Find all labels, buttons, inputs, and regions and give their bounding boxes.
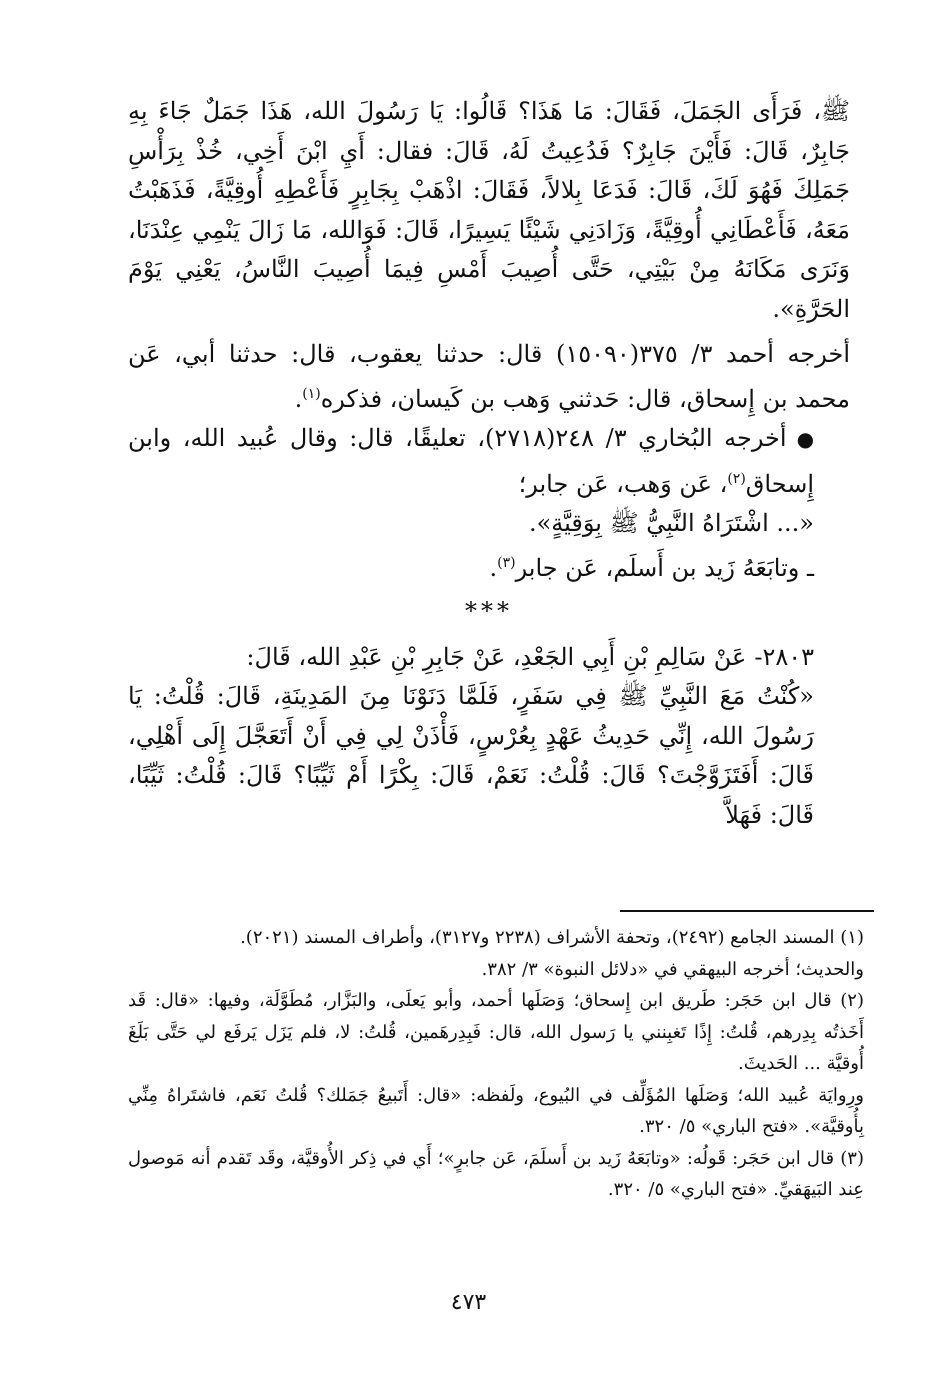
footnote-ref-3[interactable]: (٣) (497, 554, 516, 571)
footnote-1-continued: والحديث؛ أخرجه البيهقي في «دلائل النبوة» ٣/ ٣٨٢. (481, 958, 864, 980)
takhrij-bukhari-text: أخرجه البُخاري ٣/ ٢٤٨(٢٧١٨)، تعليقًا، قال: وقال عُبيد الله، وابن إِسحاق (128, 424, 814, 498)
mutaba-text: ـ وتابَعَهُ زَيد بن أَسلَم، عَن جابر (515, 553, 814, 582)
footnote-2: (٢) قال ابن حَجَر: طَريق ابن إِسحاق؛ وَصَلَها أحمد، وأبو يَعلَى، والبَزَّار، مُطَوَّلَة، وفيها: «قال: قَد أَخَذتُه بِدِرهم، قُلتُ: إِذًا تَغبِنني يا رَسول الله، قال: فَبِدِرهَمين، قُلتُ: لا، فلم يَزَل يَرفَع لي حَتَّى بَلَغَ أُوقيَّة ... الحَديثَ. (128, 990, 864, 1074)
footnotes-block (128, 922, 864, 1206)
hadith-body (128, 92, 850, 835)
footnote-2-continued: ورِوايَة عُبيد الله؛ وَصَلَها المُؤَلِّف في البُيوع، ولَفظه: «قال: أَتَبيعُ جَمَلك؟ قُلتُ نَعَم، فاشتَراهُ مِنِّي بِأُوقيَّة». «فتح الباري» ٥/ ٣٢٠. (128, 1084, 864, 1137)
takhrij-ahmad-end: . (294, 384, 303, 413)
hadith-heading (128, 638, 850, 678)
main-text-block (128, 92, 850, 835)
footnote-1: (١) المسند الجامع (٢٤٩٢)، وتحفة الأشراف (٢٢٣٨ و٣١٢٧)، وأطراف المسند (٢٠٢١). (240, 927, 864, 948)
hadith-isnad: عَنْ سَالِمِ بْنِ أَبِي الجَعْدِ، عَنْ جَابِرِ بْنِ عَبْدِ الله، قَالَ: (246, 642, 747, 671)
hadith-matn: «كُنْتُ مَعَ النَّبِيِّ ﷺ فِي سَفَرٍ، فَلَمَّا دَنَوْنَا مِنَ المَدِينَةِ، قَالَ: قُلْتُ: يَا رَسُولَ الله، إِنِّي حَدِيثُ عَهْدٍ بِعُرْسٍ، فَأْذَنْ لِي فِي أَنْ أَتَعَجَّلَ إِلَى أَهْلِي، قَالَ: أَفَتَزَوَّجْتَ؟ قَالَ: قُلْتُ: نَعَمْ، قَالَ: بِكْرًا أَمْ ثَيِّبًا؟ قَالَ: قُلْتُ: ثَيِّبًا، قَالَ: فَهَلاَّ (128, 682, 814, 829)
footnote-divider (620, 910, 874, 912)
mutaba-end: . (489, 553, 498, 582)
footnote-ref-2[interactable]: (٢) (727, 470, 746, 487)
takhrij-bukhari (128, 419, 850, 504)
mutaba-line (128, 544, 850, 589)
footnote-ref-1[interactable]: (١) (302, 385, 321, 402)
section-separator: *** (465, 597, 513, 625)
takhrij-ahmad (128, 335, 850, 419)
footnote-3: (٣) قال ابن حَجَر: قَولُه: «وتابَعَهُ زَيد بن أَسلَمَ، عَن جابرٍ»؛ أَي في ذِكر الأُوقيَّة، وقَد تَقدم أنه مَوصول عِند البَيهَقيِّ. «فتح الباري» ٥/ ٣٢٠. (128, 1147, 864, 1200)
hadith-number: ٢٨٠٣- (754, 642, 814, 671)
bukhari-text: «... اشْتَرَاهُ النَّبِيُّ ﷺ بِوَقِيَّةٍ». (528, 509, 814, 537)
bullet-icon: ● (796, 427, 815, 451)
hadith-continuation: ﷺ، فَرَأَى الجَمَلَ، فَقَالَ: مَا هَذَا؟ قَالُوا: يَا رَسُولَ الله، هَذَا جَمَلٌ جَاءَ بِهِ جَابِرٌ، قَالَ: فَأَيْنَ جَابِرٌ؟ فَدُعِيتُ لَهُ، قَالَ: فقال: أَيِ ابْنَ أَخِي، خُذْ بِرَأْسِ جَمَلِكَ فَهُوَ لَكَ، قَالَ: فَدَعَا بِلالاً، فَقَالَ: اذْهَبْ بِجَابِرٍ فَأَعْطِهِ أُوقِيَّةً، فَذَهَبْتُ مَعَهُ، فَأَعْطَانِي أُوقِيَّةً، وَزَادَنِي شَيْئًا يَسِيرًا، قَالَ: فَوَالله، مَا زَالَ يَنْمِي عِنْدَنَا، وَنَرَى مَكَانَهُ مِنْ بَيْتِي، حَتَّى أُصِيبَ أَمْسِ فِيمَا أُصِيبَ النَّاسُ، يَعْنِي يَوْمَ الحَرَّةِ». (128, 97, 850, 323)
takhrij-bukhari-end: ، عَن وَهب، عَن جابر؛ (518, 469, 728, 498)
page-number: ٤٧٣ (450, 1290, 487, 1315)
takhrij-ahmad-text: أخرجه أحمد ٣/ ٣٧٥(١٥٠٩٠) قال: حدثنا يعقوب، قال: حدثنا أبي، عَن محمد بن إِسحاق، قال: حَدثني وَهب بن كَيسان، فذكره (128, 340, 851, 413)
